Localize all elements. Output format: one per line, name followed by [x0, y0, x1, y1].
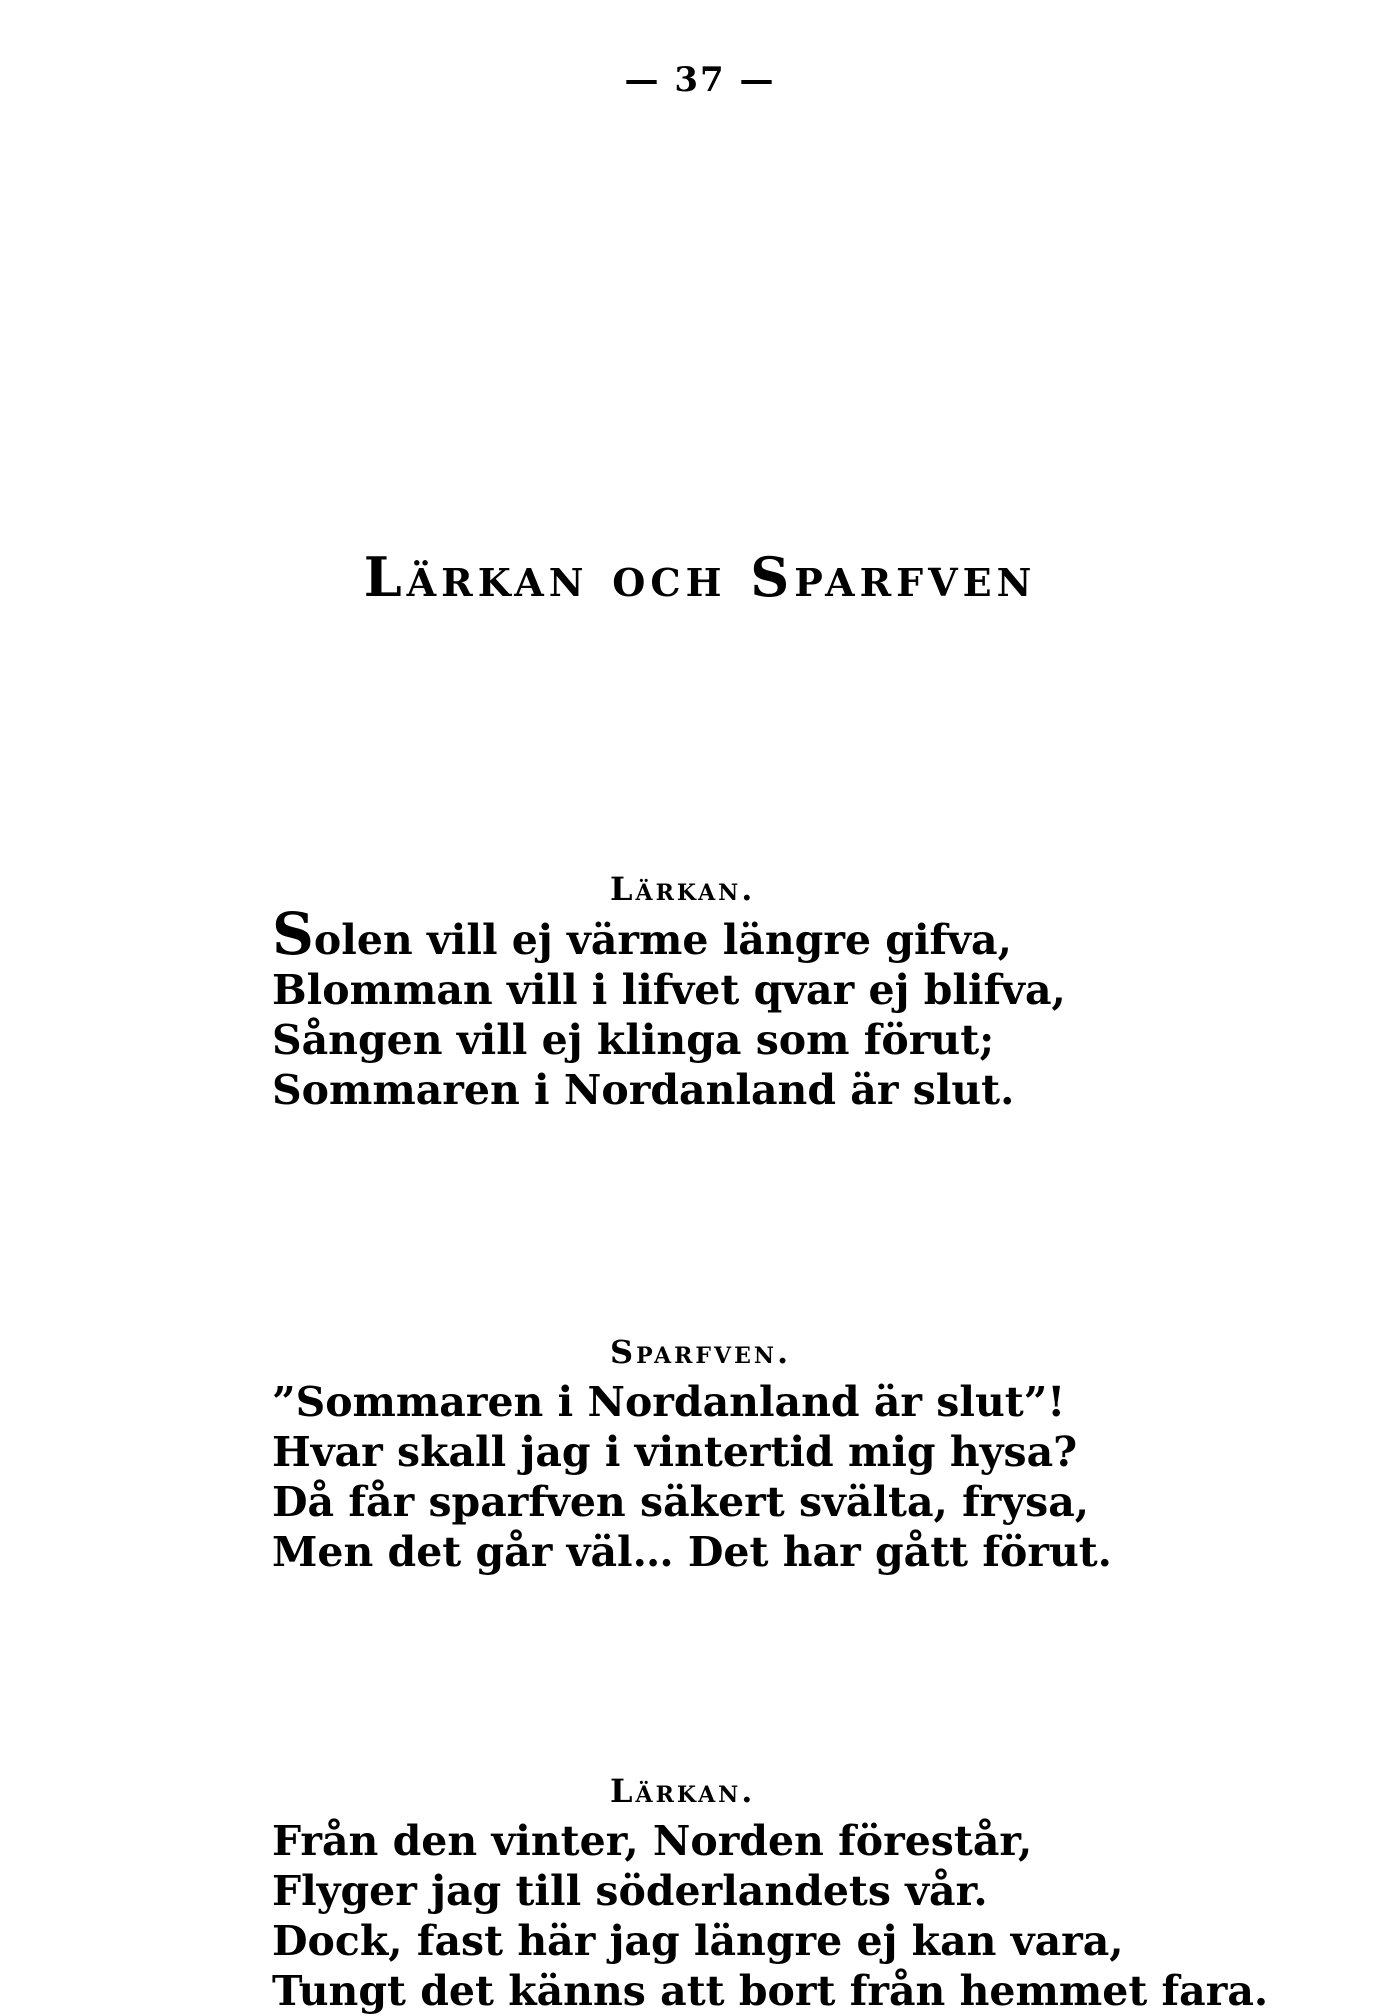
verse-line: Men det går väl… Det har gått förut.: [272, 1528, 1112, 1576]
verse-line: Tungt det känns att bort från hemmet fara.: [272, 1967, 1269, 2015]
drop-cap: S: [272, 900, 314, 968]
speaker-label: Lärkan.: [610, 870, 756, 908]
page-number: — 37 —: [624, 60, 776, 100]
speaker-label: Lärkan.: [610, 1772, 756, 1810]
verse-line: Då får sparfven säkert svälta, frysa,: [272, 1478, 1090, 1526]
verse-line: Blomman vill i lifvet qvar ej blifva,: [272, 966, 1066, 1014]
verse-line: [272, 900, 1172, 968]
verse-line: ”Sommaren i Nordanland är slut”!: [272, 1378, 1066, 1426]
verse-line-text: olen vill ej värme längre gifva,: [313, 916, 1012, 964]
stanza-lines: [272, 900, 1172, 1115]
stanza-lines: [272, 1816, 1269, 2016]
stanza-larkan-2: [272, 1772, 1269, 2016]
speaker-label: Sparfven.: [610, 1333, 792, 1371]
verse-line: Hvar skall jag i vintertid mig hysa?: [272, 1428, 1078, 1476]
verse-line: Flyger jag till söderlandets vår.: [272, 1867, 988, 1915]
stanza-lines: [272, 1377, 1172, 1577]
verse-line: Sommaren i Nordanland är slut.: [272, 1066, 1015, 1114]
verse-line: Från den vinter, Norden förestår,: [272, 1817, 1033, 1865]
poem-title: Lärkan och Sparfven: [363, 545, 1037, 609]
stanza-larkan-1: [272, 870, 1172, 1115]
verse-line: Sången vill ej klinga som förut;: [272, 1016, 995, 1064]
stanza-sparfven: [272, 1333, 1172, 1577]
verse-line: Dock, fast här jag längre ej kan vara,: [272, 1917, 1124, 1965]
